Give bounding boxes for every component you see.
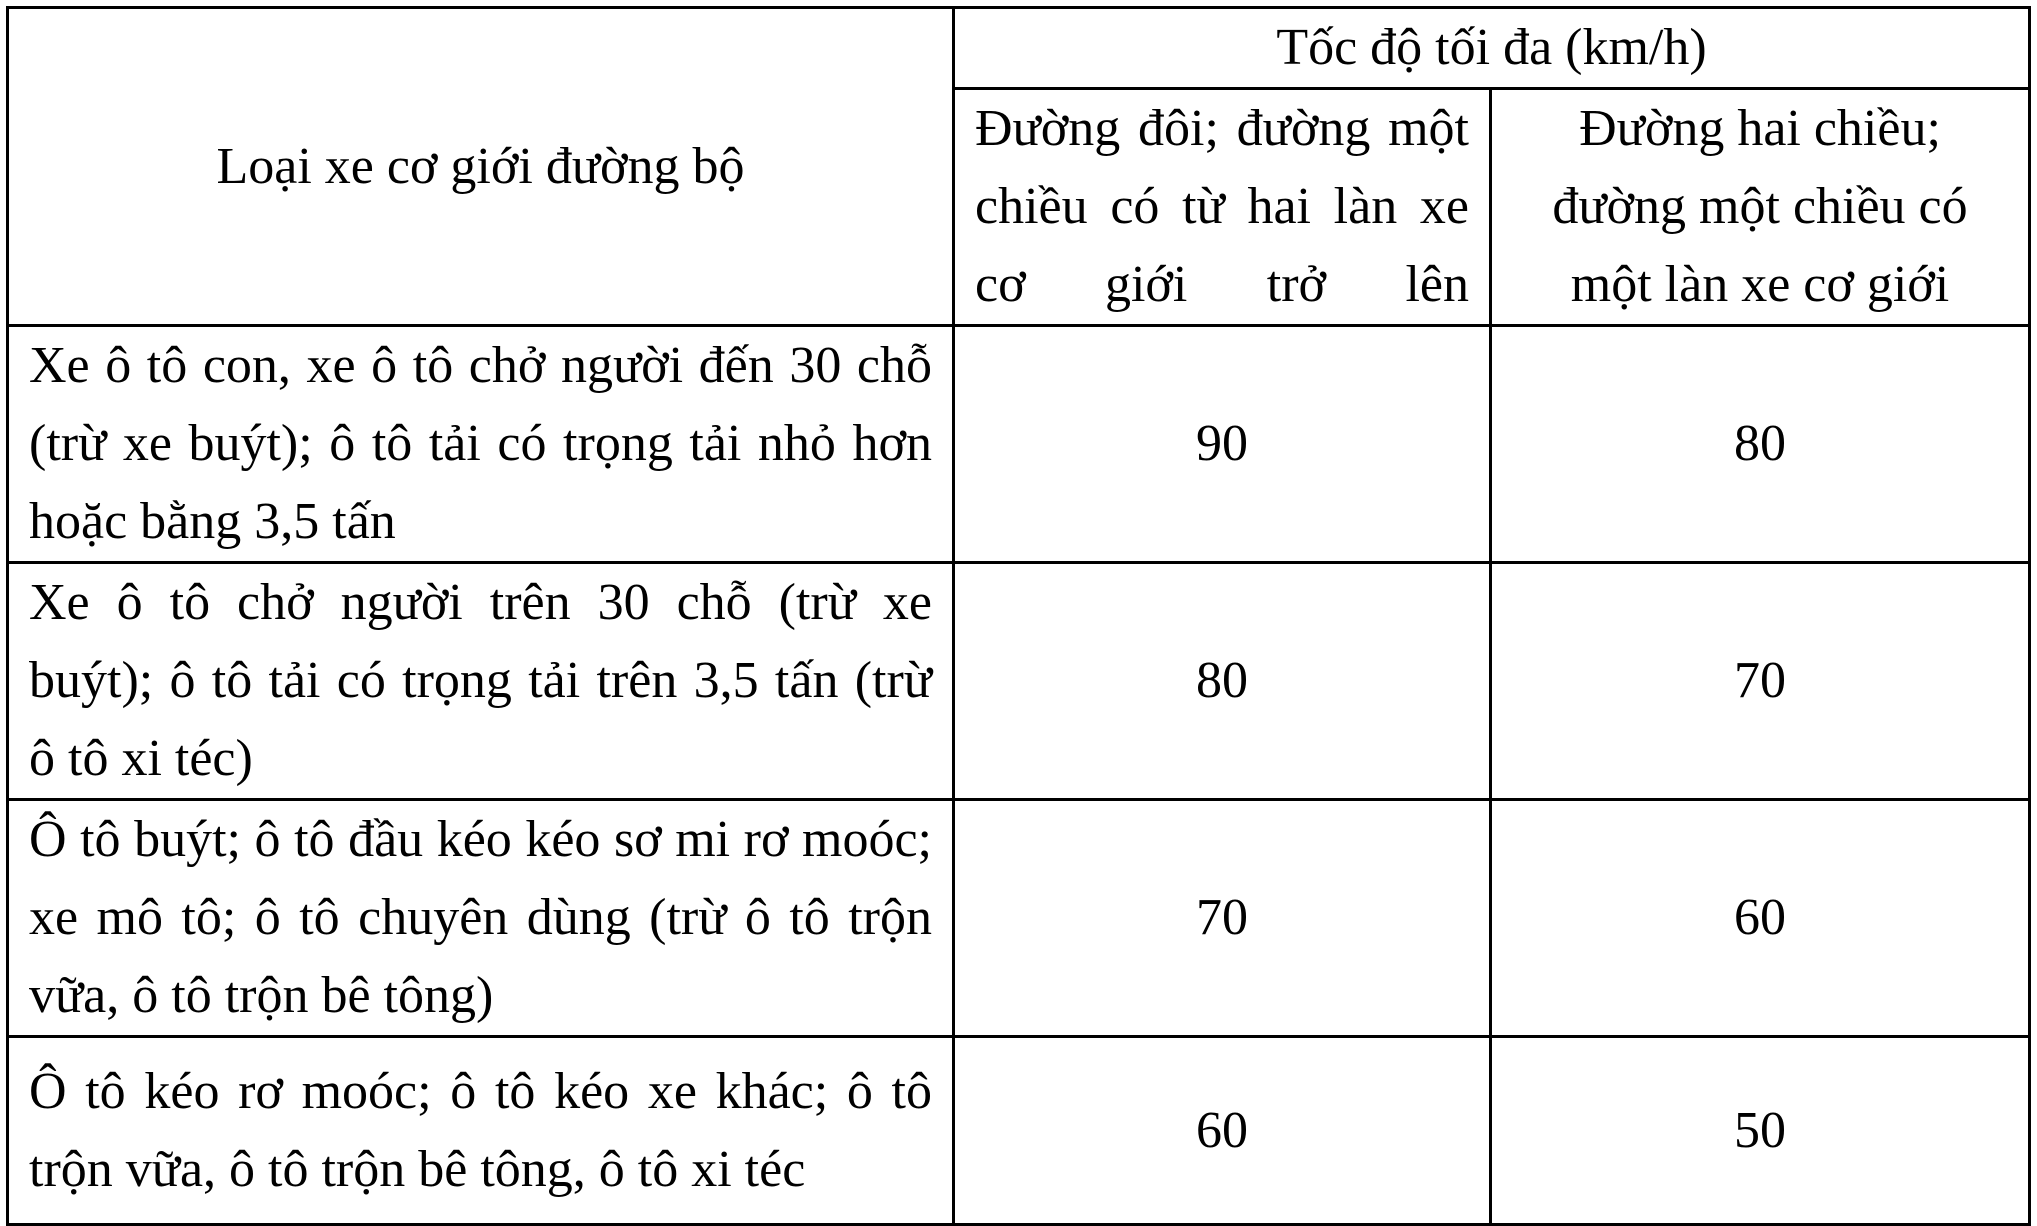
vehicle-type-cell: Xe ô tô chở người trên 30 chỗ (trừ xe buýt); ô tô tải có trọng tải trên 3,5 tấn (trừ ô tô xi téc) — [8, 563, 954, 800]
table-row — [8, 326, 2030, 563]
speed-divided-cell: 70 — [954, 800, 1491, 1037]
vehicle-type-cell: Xe ô tô con, xe ô tô chở người đến 30 chỗ (trừ xe buýt); ô tô tải có trọng tải nhỏ hơn hoặc bằng 3,5 tấn — [8, 326, 954, 563]
header-divided-road: Đường đôi; đường một chiều có từ hai làn xe cơ giới trở lên — [954, 89, 1491, 326]
header-max-speed: Tốc độ tối đa (km/h) — [954, 8, 2030, 89]
speed-two-way-cell: 80 — [1491, 326, 2030, 563]
table-row — [8, 1037, 2030, 1225]
speed-limit-table — [6, 6, 2031, 1226]
header-two-way-road: Đường hai chiều; đường một chiều có một làn xe cơ giới — [1491, 89, 2030, 326]
table-row — [8, 800, 2030, 1037]
speed-two-way-cell: 70 — [1491, 563, 2030, 800]
speed-divided-cell: 90 — [954, 326, 1491, 563]
speed-two-way-cell: 60 — [1491, 800, 2030, 1037]
header-row-top — [8, 8, 2030, 89]
speed-divided-cell: 80 — [954, 563, 1491, 800]
header-vehicle-type: Loại xe cơ giới đường bộ — [8, 8, 954, 326]
speed-two-way-cell: 50 — [1491, 1037, 2030, 1225]
vehicle-type-cell: Ô tô kéo rơ moóc; ô tô kéo xe khác; ô tô trộn vữa, ô tô trộn bê tông, ô tô xi téc — [8, 1037, 954, 1225]
speed-divided-cell: 60 — [954, 1037, 1491, 1225]
vehicle-type-cell: Ô tô buýt; ô tô đầu kéo kéo sơ mi rơ moóc; xe mô tô; ô tô chuyên dùng (trừ ô tô trộn vữa, ô tô trộn bê tông) — [8, 800, 954, 1037]
table-row — [8, 563, 2030, 800]
